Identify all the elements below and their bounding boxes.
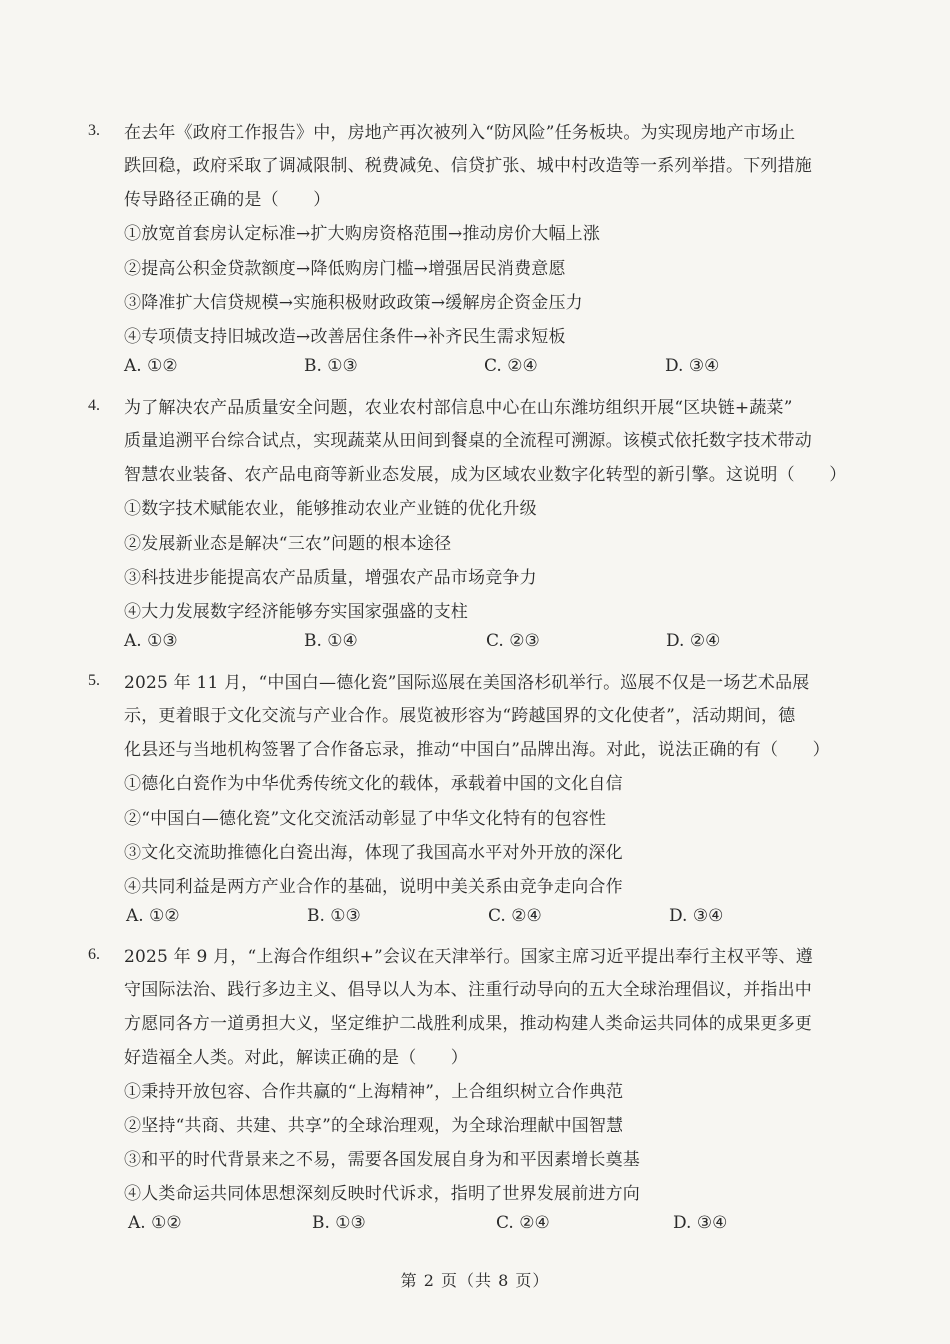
option-d[interactable]: D. ②④ bbox=[666, 631, 721, 651]
question-stem-line: 质量追溯平台综合试点，实现蔬菜从田间到餐桌的全流程可溯源。该模式依托数字技术带动 bbox=[124, 431, 812, 451]
option-d[interactable]: D. ③④ bbox=[669, 906, 724, 926]
option-d[interactable]: D. ③④ bbox=[673, 1213, 728, 1233]
question-number: 5. bbox=[88, 672, 100, 689]
statement-item: ①放宽首套房认定标准→扩大购房资格范围→推动房价大幅上涨 bbox=[124, 224, 601, 244]
question-stem-line: 智慧农业装备、农产品电商等新业态发展，成为区域农业数字化转型的新引擎。这说明（ ） bbox=[124, 465, 847, 485]
question-stem-line: 好造福全人类。对此，解读正确的是（ ） bbox=[124, 1048, 468, 1068]
option-a[interactable]: A. ①② bbox=[126, 906, 180, 926]
question-stem-line: 化县还与当地机构签署了合作备忘录，推动“中国白”品牌出海。对此，说法正确的有（ ） bbox=[124, 740, 830, 760]
question-stem-line: 守国际法治、践行多边主义、倡导以人为本、注重行动导向的五大全球治理倡议，并指出中 bbox=[124, 980, 812, 1000]
option-b[interactable]: B. ①④ bbox=[304, 631, 358, 651]
statement-item: ②“中国白—德化瓷”文化交流活动彰显了中华文化特有的包容性 bbox=[124, 809, 607, 829]
statement-item: ①数字技术赋能农业，能够推动农业产业链的优化升级 bbox=[124, 499, 537, 519]
question-stem-line: 传导路径正确的是（ ） bbox=[124, 190, 331, 210]
statement-item: ②提高公积金贷款额度→降低购房门槛→增强居民消费意愿 bbox=[124, 259, 566, 279]
question-number: 4. bbox=[88, 397, 100, 414]
option-c[interactable]: C. ②③ bbox=[486, 631, 540, 651]
statement-item: ④人类命运共同体思想深刻反映时代诉求，指明了世界发展前进方向 bbox=[124, 1184, 640, 1204]
option-d[interactable]: D. ③④ bbox=[665, 356, 720, 376]
question-stem-line: 示，更着眼于文化交流与产业合作。展览被形容为“跨越国界的文化使者”，活动期间，德 bbox=[124, 706, 796, 726]
statement-item: ①德化白瓷作为中华优秀传统文化的载体，承载着中国的文化自信 bbox=[124, 774, 623, 794]
question-number: 6. bbox=[88, 946, 100, 963]
option-a[interactable]: A. ①② bbox=[128, 1213, 182, 1233]
option-b[interactable]: B. ①③ bbox=[304, 356, 358, 376]
question-stem-line: 在去年《政府工作报告》中，房地产再次被列入“防风险”任务板块。为实现房地产市场止 bbox=[124, 123, 796, 143]
question-stem-line: 跌回稳，政府采取了调减限制、税费减免、信贷扩张、城中村改造等一系列举措。下列措施 bbox=[124, 156, 812, 176]
question-stem-line: 2025 年 11 月，“中国白—德化瓷”国际巡展在美国洛杉矶举行。巡展不仅是一场艺术品展 bbox=[124, 673, 810, 693]
option-b[interactable]: B. ①③ bbox=[312, 1213, 366, 1233]
statement-item: ③科技进步能提高农产品质量，增强农产品市场竞争力 bbox=[124, 568, 537, 588]
statement-item: ②坚持“共商、共建、共享”的全球治理观，为全球治理献中国智慧 bbox=[124, 1116, 624, 1136]
option-c[interactable]: C. ②④ bbox=[484, 356, 538, 376]
option-c[interactable]: C. ②④ bbox=[496, 1213, 550, 1233]
page-footer: 第 2 页（共 8 页） bbox=[400, 1271, 550, 1290]
statement-item: ④共同利益是两方产业合作的基础，说明中美关系由竞争走向合作 bbox=[124, 877, 623, 897]
statement-item: ③降准扩大信贷规模→实施积极财政政策→缓解房企资金压力 bbox=[124, 293, 583, 313]
statement-item: ④专项债支持旧城改造→改善居住条件→补齐民生需求短板 bbox=[124, 327, 566, 347]
statement-item: ③和平的时代背景来之不易，需要各国发展自身为和平因素增长奠基 bbox=[124, 1150, 640, 1170]
question-stem-line: 2025 年 9 月，“上海合作组织+”会议在天津举行。国家主席习近平提出奉行主权平等、遵 bbox=[124, 947, 813, 967]
question-number: 3. bbox=[88, 122, 100, 139]
statement-item: ②发展新业态是解决“三农”问题的根本途径 bbox=[124, 534, 452, 554]
question-stem-line: 方愿同各方一道勇担大义，坚定维护二战胜利成果，推动构建人类命运共同体的成果更多更 bbox=[124, 1014, 812, 1034]
option-a[interactable]: A. ①② bbox=[124, 356, 178, 376]
statement-item: ①秉持开放包容、合作共赢的“上海精神”，上合组织树立合作典范 bbox=[124, 1082, 624, 1102]
option-b[interactable]: B. ①③ bbox=[307, 906, 361, 926]
statement-item: ④大力发展数字经济能够夯实国家强盛的支柱 bbox=[124, 602, 468, 622]
option-a[interactable]: A. ①③ bbox=[124, 631, 178, 651]
option-c[interactable]: C. ②④ bbox=[488, 906, 542, 926]
statement-item: ③文化交流助推德化白瓷出海，体现了我国高水平对外开放的深化 bbox=[124, 843, 623, 863]
question-stem-line: 为了解决农产品质量安全问题，农业农村部信息中心在山东潍坊组织开展“区块链+蔬菜” bbox=[124, 398, 793, 418]
